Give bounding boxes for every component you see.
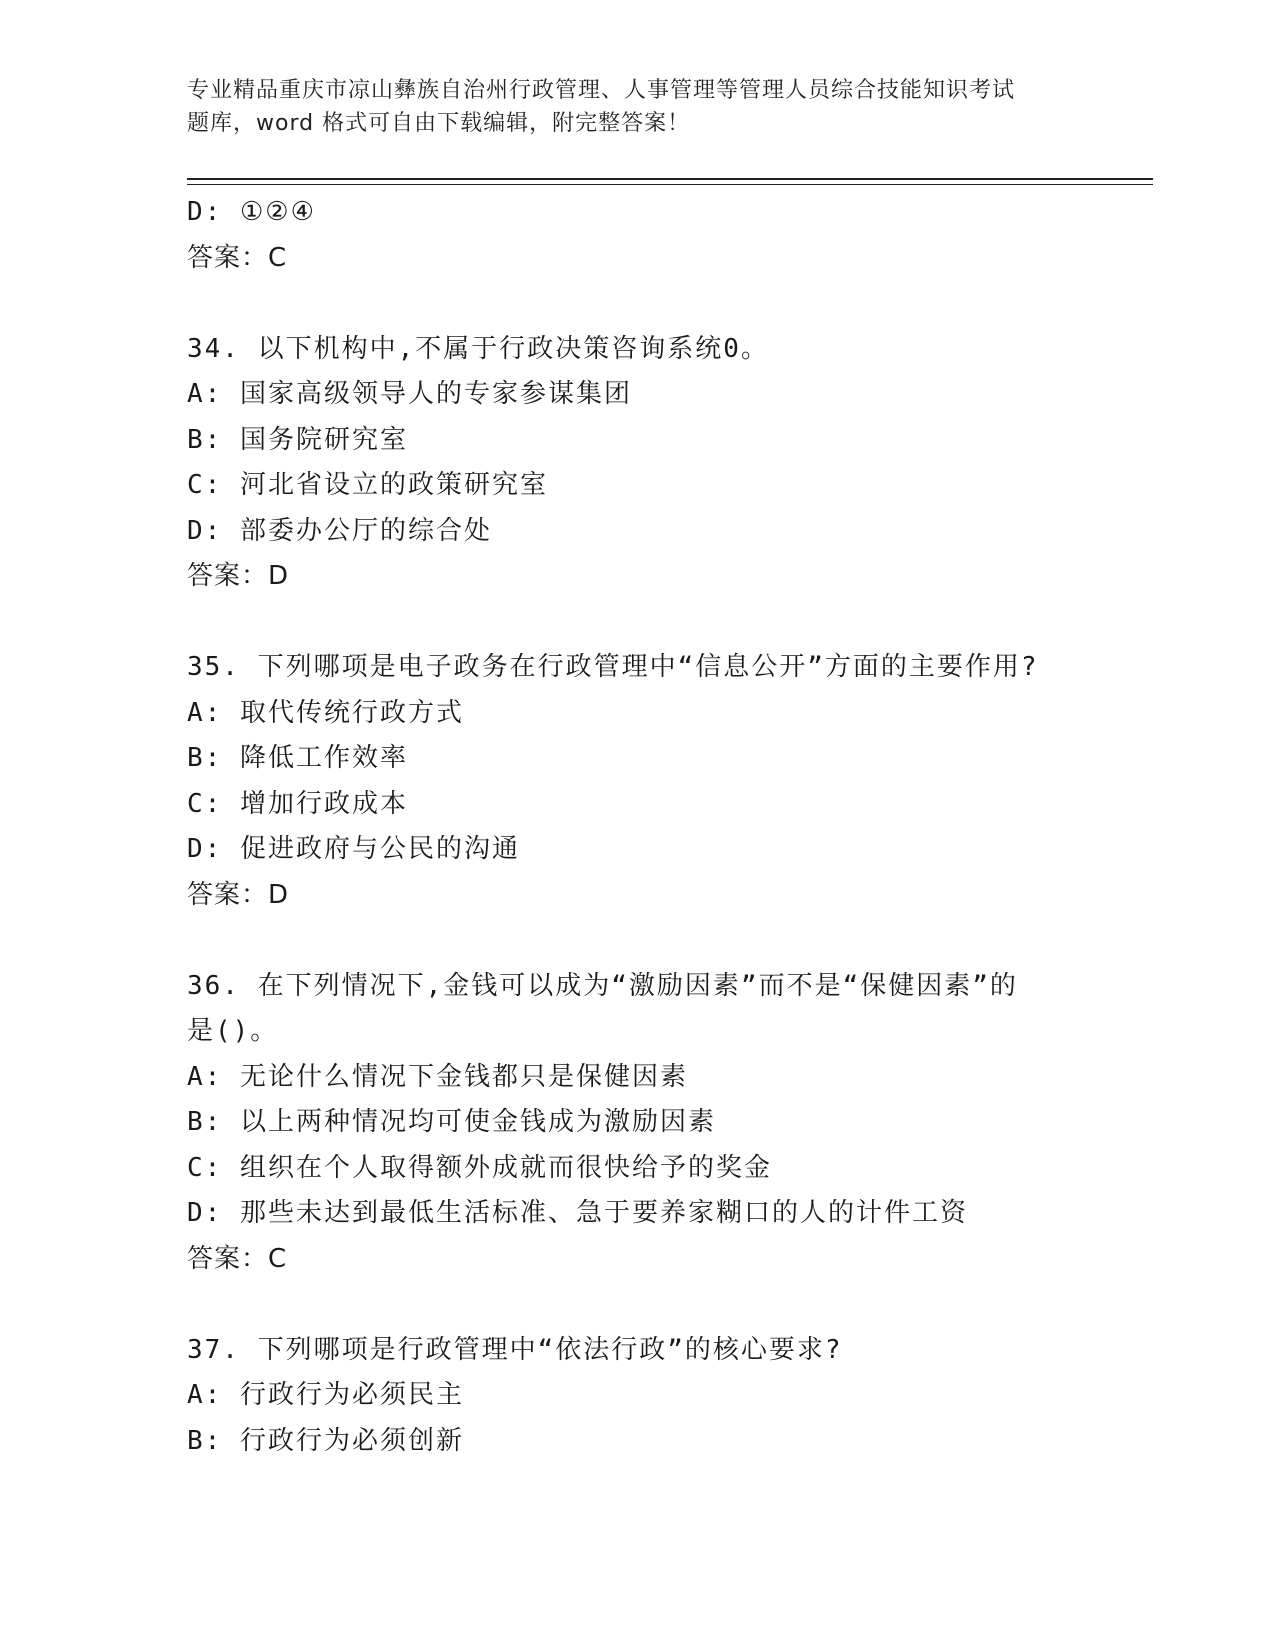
header-line-2: 题库，word 格式可自由下载编辑，附完整答案！ <box>187 111 691 136</box>
question-36-option-c: C: 组织在个人取得额外成就而很快给予的奖金 <box>187 1152 772 1183</box>
question-35-option-c: C: 增加行政成本 <box>187 788 408 819</box>
header-line-1: 专业精品重庆市凉山彝族自治州行政管理、人事管理等管理人员综合技能知识考试 <box>187 78 1016 103</box>
spacer <box>187 600 1087 646</box>
header-divider-thin <box>187 184 1153 185</box>
header-divider-thick <box>187 178 1153 180</box>
spacer <box>187 1282 1087 1328</box>
question-35-stem: 35. 下列哪项是电子政务在行政管理中“信息公开”方面的主要作用? <box>187 652 1039 682</box>
question-36-answer: 答案：C <box>187 1243 288 1274</box>
question-35-option-b: B: 降低工作效率 <box>187 743 408 773</box>
answer: 答案：C <box>187 242 288 273</box>
question-36-option-d: D: 那些未达到最低生活标准、急于要养家糊口的人的计件工资 <box>187 1198 968 1228</box>
question-35-option-d: D: 促进政府与公民的沟通 <box>187 834 520 864</box>
question-list <box>187 190 1087 1464</box>
question-34-option-d: D: 部委办公厅的综合处 <box>187 515 492 546</box>
question-37-stem: 37. 下列哪项是行政管理中“依法行政”的核心要求? <box>187 1334 843 1365</box>
spacer <box>187 918 1087 964</box>
question-36-stem-line-1: 36. 在下列情况下,金钱可以成为“激励因素”而不是“保健因素”的 <box>187 970 1018 1001</box>
question-35-answer: 答案：D <box>187 879 290 910</box>
spacer <box>187 281 1087 327</box>
question-34-option-c: C: 河北省设立的政策研究室 <box>187 470 548 500</box>
question-34-answer: 答案：D <box>187 561 290 591</box>
question-36-option-a: A: 无论什么情况下金钱都只是保健因素 <box>187 1061 688 1092</box>
question-34-option-a: A: 国家高级领导人的专家参谋集团 <box>187 379 632 409</box>
document-header <box>187 74 1087 140</box>
option-d: D: ①②④ <box>187 197 316 227</box>
question-34-option-b: B: 国务院研究室 <box>187 424 408 455</box>
question-37-option-a: A: 行政行为必须民主 <box>187 1380 464 1410</box>
question-35-option-a: A: 取代传统行政方式 <box>187 697 464 728</box>
question-36-stem-line-2: 是()。 <box>187 1016 279 1046</box>
question-36-option-b: B: 以上两种情况均可使金钱成为激励因素 <box>187 1107 716 1137</box>
question-34-stem: 34. 以下机构中,不属于行政决策咨询系统0。 <box>187 333 769 364</box>
question-37-option-b: B: 行政行为必须创新 <box>187 1425 464 1456</box>
